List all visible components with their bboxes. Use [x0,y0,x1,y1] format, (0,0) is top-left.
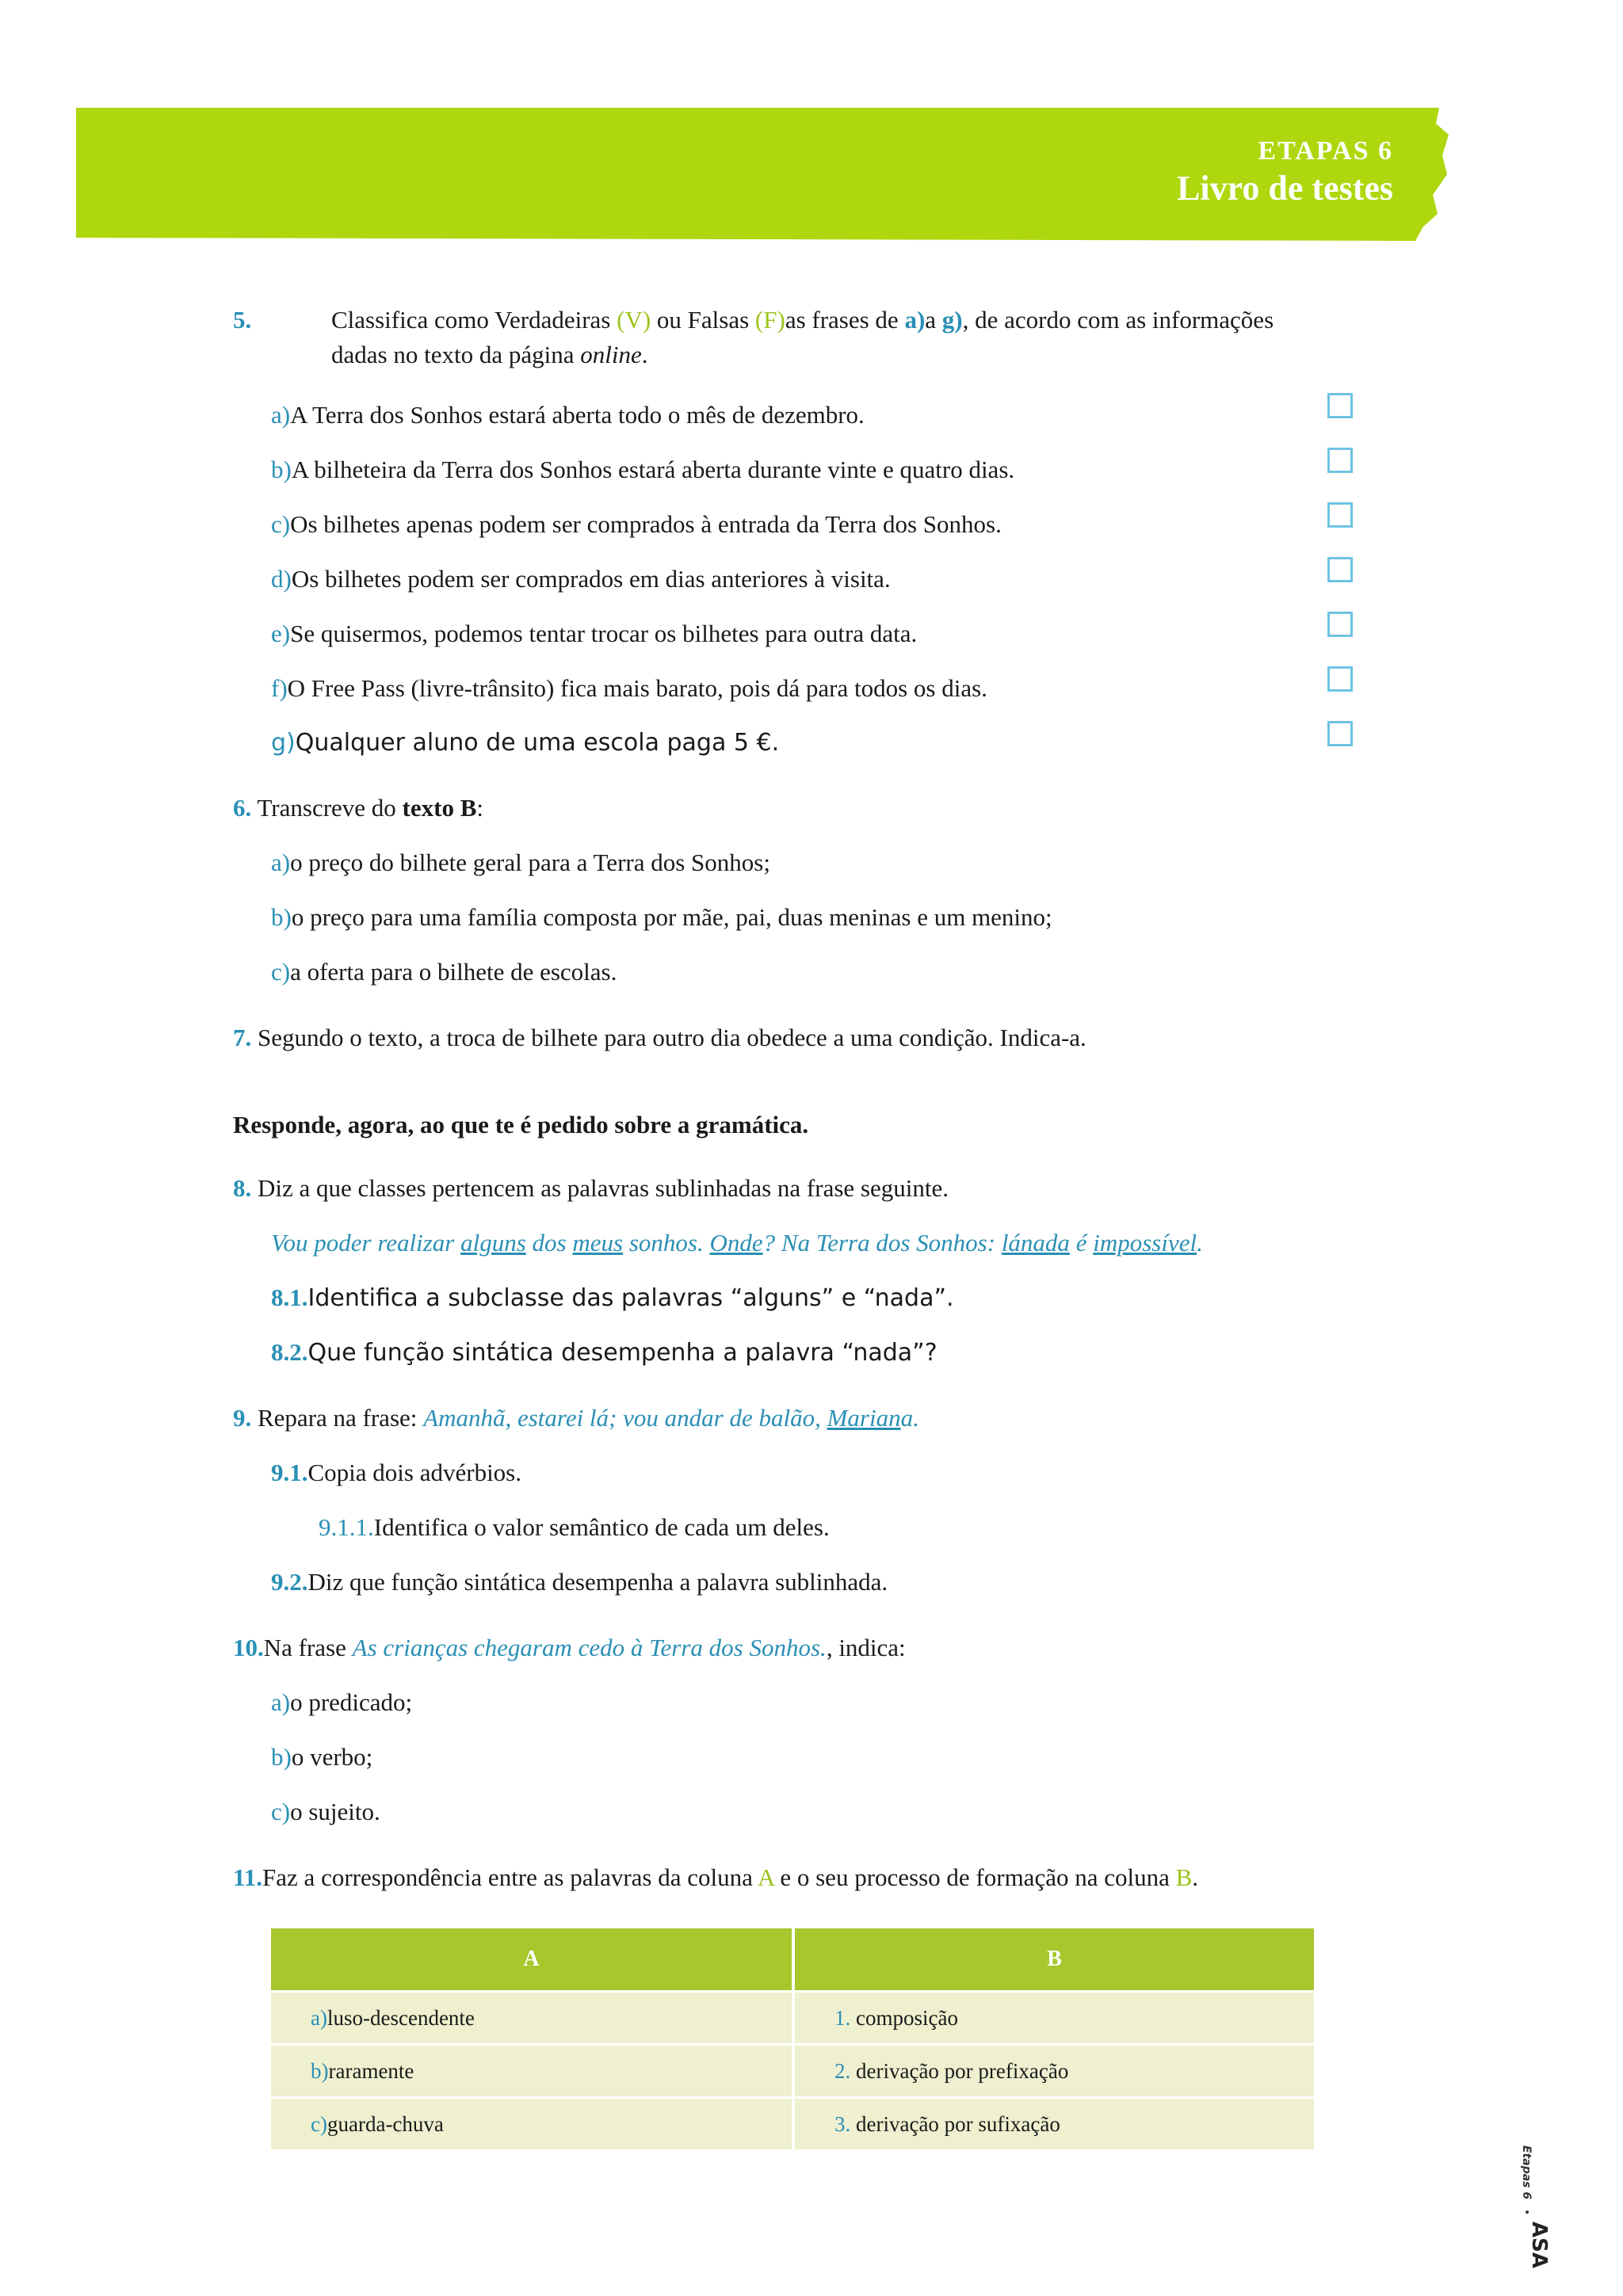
banner-text [1177,136,1393,208]
matching-table [271,1928,1317,2149]
footer-brand [1512,2139,1551,2268]
table-row [271,2098,1316,2150]
q9-prompt: 9. Repara na frase: Amanhã, estarei lá; vou andar de balão, Mariana. [233,1404,919,1432]
q5-number: 5. [233,306,252,334]
table-cell-a: a)luso-descendente [271,1992,793,2045]
table-cell-a: b)raramente [271,2045,793,2098]
answer-checkbox-e[interactable] [1327,612,1353,637]
answer-checkbox-c[interactable] [1327,502,1353,528]
q6-item: c)a oferta para o bilhete de escolas. [271,958,617,986]
footer-text: Etapas 6 [1520,2145,1533,2200]
series-name: ETAPAS 6 [1258,136,1393,166]
q5-item: d)Os bilhetes podem ser comprados em dias anteriores à visita. [271,565,891,593]
svg-text:•: • [1520,2209,1533,2216]
q5-item: e)Se quisermos, podemos tentar trocar os bilhetes para outra data. [271,620,918,647]
q8-2: 8.2.Que função sintática desempenha a palavra “nada”? [271,1338,938,1367]
q9-1: 9.1.Copia dois advérbios. [271,1459,521,1486]
q5-prompt: Classifica como Verdadeiras (V) ou Falsas (F)as frases de a)a g), de acordo com as informações dadas no texto da página online. [331,306,1274,368]
q10-prompt: 10.Na frase As crianças chegaram cedo à Terra dos Sonhos., indica: [233,1634,906,1661]
asa-logo: ASA [1527,2222,1551,2268]
q6-item: b)o preço para uma família composta por mãe, pai, duas meninas e um menino; [271,903,1052,931]
answer-checkbox-d[interactable] [1327,557,1353,582]
table-cell-a: c)guarda-chuva [271,2098,793,2150]
book-title: Livro de testes [1177,169,1393,208]
column-a-header: A [271,1928,793,1992]
table-row [271,2045,1316,2098]
table-row [271,1992,1316,2045]
q10-item: b)o verbo; [271,1743,373,1771]
q9-1-1: 9.1.1.Identifica o valor semântico de cada um deles. [319,1513,830,1541]
table-cell-b: 2. derivação por prefixação [793,2045,1316,2098]
answer-checkbox-a[interactable] [1327,393,1353,418]
q10-item: c)o sujeito. [271,1798,380,1825]
table-header-row [271,1928,1316,1992]
q11-prompt: 11.Faz a correspondência entre as palavras da coluna A e o seu processo de formação na coluna B. [233,1863,1199,1891]
q8-sentence: Vou poder realizar alguns dos meus sonhos. Onde? Na Terra dos Sonhos: lánada é impossível. [271,1229,1203,1257]
column-b-header: B [793,1928,1316,1992]
answer-checkbox-g[interactable] [1327,721,1353,746]
grammar-heading: Responde, agora, ao que te é pedido sobre a gramática. [233,1111,809,1138]
table-cell-b: 1. composição [793,1992,1316,2045]
q10-item: a)o predicado; [271,1688,413,1716]
answer-checkbox-f[interactable] [1327,666,1353,692]
q8-1: 8.1.Identifica a subclasse das palavras “alguns” e “nada”. [271,1283,954,1312]
q7-prompt: 7. Segundo o texto, a troca de bilhete para outro dia obedece a uma condição. Indica-a. [233,1024,1086,1051]
q6-prompt: 6. Transcreve do texto B: [233,794,484,822]
q5-item: a)A Terra dos Sonhos estará aberta todo o mês de dezembro. [271,401,865,429]
table-cell-b: 3. derivação por sufixação [793,2098,1316,2150]
answer-checkbox-b[interactable] [1327,448,1353,473]
q8-prompt: 8. Diz a que classes pertencem as palavras sublinhadas na frase seguinte. [233,1174,949,1202]
q6-item: a)o preço do bilhete geral para a Terra dos Sonhos; [271,849,770,876]
q9-2: 9.2.Diz que função sintática desempenha a palavra sublinhada. [271,1568,888,1596]
q5-item: c)Os bilhetes apenas podem ser comprados à entrada da Terra dos Sonhos. [271,510,1002,538]
q5-item: b)A bilheteira da Terra dos Sonhos estará aberta durante vinte e quatro dias. [271,456,1015,483]
q5-item: f)O Free Pass (livre-trânsito) fica mais barato, pois dá para todos os dias. [271,674,987,702]
q5-item: g)Qualquer aluno de uma escola paga 5 €. [271,729,780,757]
